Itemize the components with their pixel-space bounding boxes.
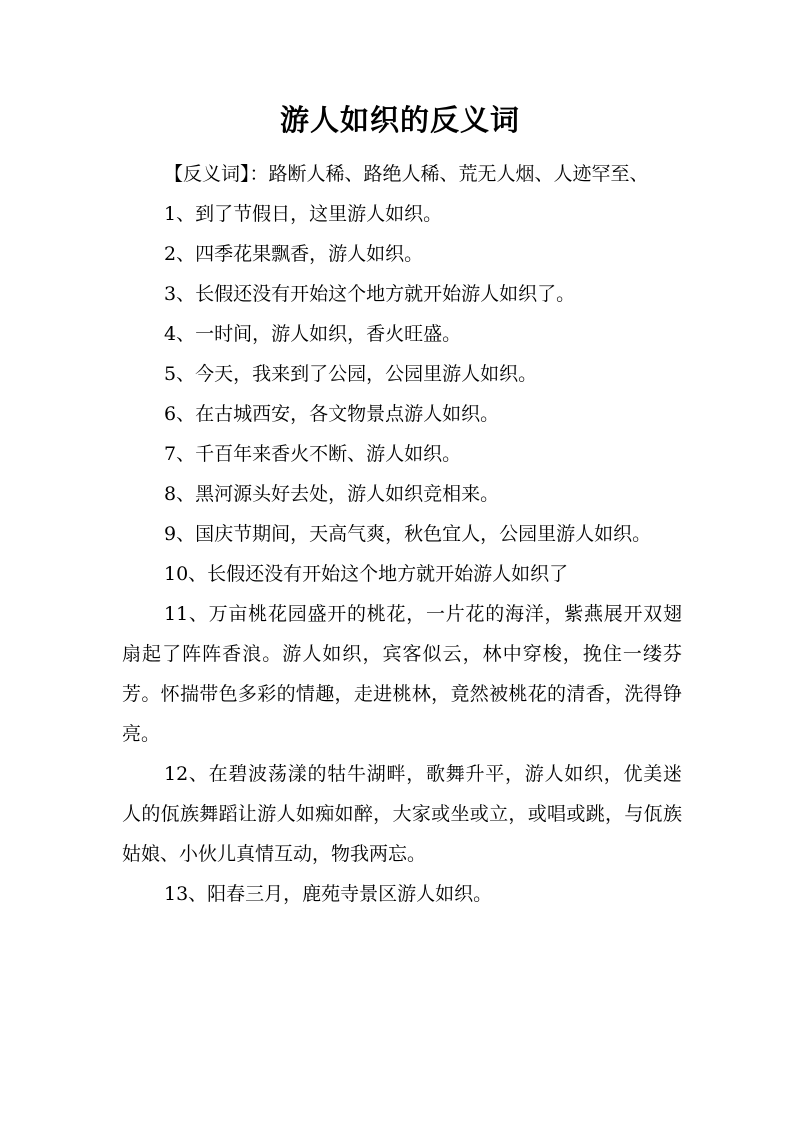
paragraph-example-2: 2、四季花果飘香，游人如织。 <box>164 243 424 265</box>
paragraph-example-5: 5、今天，我来到了公园，公园里游人如织。 <box>164 363 538 385</box>
document-body <box>122 154 682 914</box>
paragraph-example-7: 7、千百年来香火不断、游人如织。 <box>164 443 462 465</box>
paragraph-example-13: 13、阳春三月，鹿苑寺景区游人如织。 <box>164 883 493 905</box>
paragraph-example-11: 11、万亩桃花园盛开的桃花，一片花的海洋，紫燕展开双翅扇起了阵阵香浪。游人如织，宾客似云，林中穿梭，挽住一缕芬芳。怀揣带色多彩的情趣，走进桃林，竟然被桃花的清香，洗得铮亮。 <box>122 603 682 745</box>
paragraph-example-9: 9、国庆节期间，天高气爽，秋色宜人，公园里游人如织。 <box>164 523 652 545</box>
paragraph-antonyms: 【反义词】：路断人稀、路绝人稀、荒无人烟、人迹罕至、 <box>164 163 649 185</box>
paragraph-example-4: 4、一时间，游人如织，香火旺盛。 <box>164 323 462 345</box>
paragraph-example-10: 10、长假还没有开始这个地方就开始游人如织了 <box>164 563 569 585</box>
paragraph-example-12: 12、在碧波荡漾的牯牛湖畔，歌舞升平，游人如织，优美迷人的佤族舞蹈让游人如痴如醉，大家或坐或立，或唱或跳，与佤族姑娘、小伙儿真情互动，物我两忘。 <box>122 763 682 865</box>
paragraph-example-1: 1、到了节假日，这里游人如织。 <box>164 203 443 225</box>
paragraph-example-8: 8、黑河源头好去处，游人如织竞相来。 <box>164 483 500 505</box>
paragraph-example-3: 3、长假还没有开始这个地方就开始游人如织了。 <box>164 283 576 305</box>
paragraph-example-6: 6、在古城西安，各文物景点游人如织。 <box>164 403 500 425</box>
document-title: 游人如织的反义词 <box>279 103 520 137</box>
